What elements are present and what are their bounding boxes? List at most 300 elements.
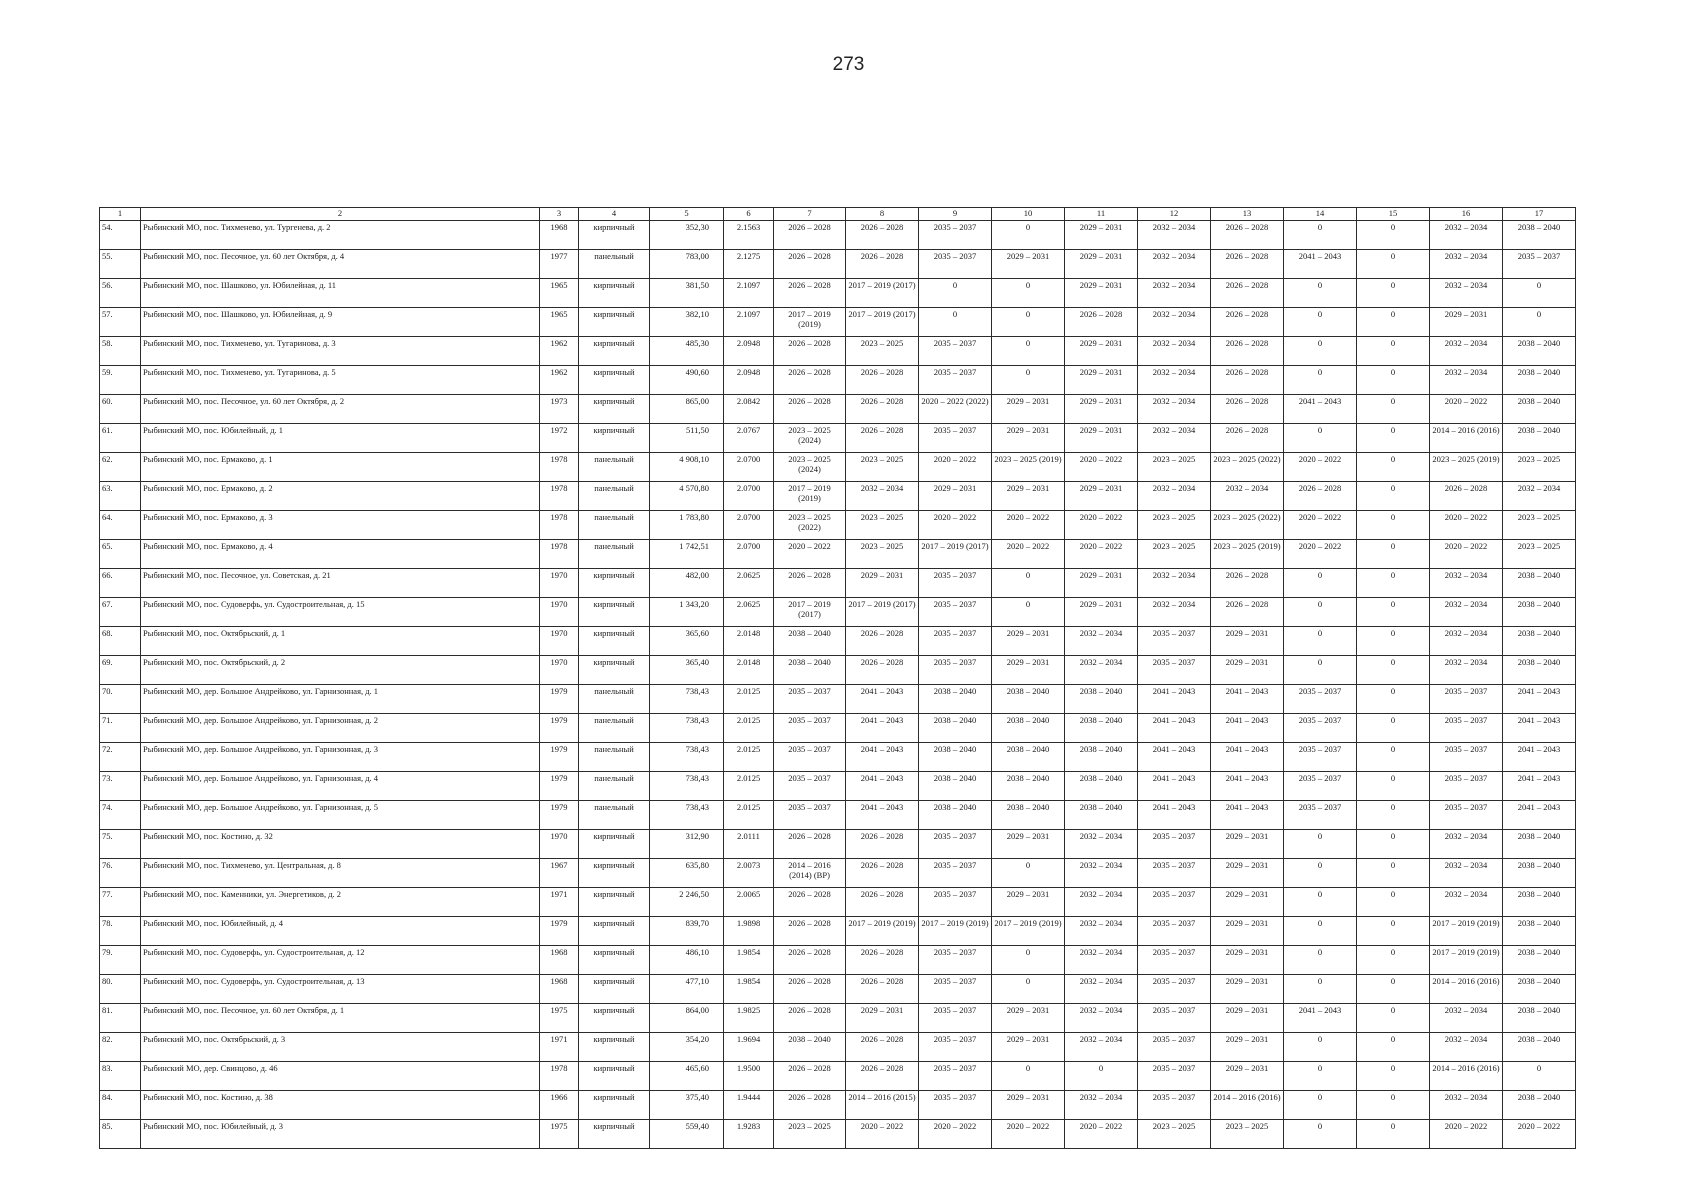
table-cell: 2038 – 2040 bbox=[1065, 743, 1138, 772]
table-cell: Рыбинский МО, дер. Свинцово, д. 46 bbox=[141, 1062, 540, 1091]
table-cell: 1968 bbox=[540, 946, 579, 975]
table-cell: 2023 – 2025 bbox=[846, 337, 919, 366]
table-cell: Рыбинский МО, пос. Шашково, ул. Юбилейная, д. 9 bbox=[141, 308, 540, 337]
table-cell: 56. bbox=[100, 279, 141, 308]
table-cell: Рыбинский МО, пос. Судоверфь, ул. Судостроительная, д. 15 bbox=[141, 598, 540, 627]
table-cell: 2029 – 2031 bbox=[1065, 221, 1138, 250]
column-number-cell: 8 bbox=[846, 208, 919, 221]
table-row bbox=[100, 569, 1576, 598]
table-cell: 2026 – 2028 bbox=[1211, 221, 1284, 250]
table-cell: 80. bbox=[100, 975, 141, 1004]
table-row bbox=[100, 250, 1576, 279]
table-cell: 2.0125 bbox=[724, 743, 774, 772]
table-cell: кирпичный bbox=[579, 1062, 650, 1091]
table-cell: 2029 – 2031 bbox=[1211, 1033, 1284, 1062]
table-cell: 1965 bbox=[540, 308, 579, 337]
table-cell: 2032 – 2034 bbox=[1138, 598, 1211, 627]
table-cell: 2032 – 2034 bbox=[1138, 279, 1211, 308]
table-cell: 0 bbox=[1284, 1091, 1357, 1120]
column-number-cell: 4 bbox=[579, 208, 650, 221]
table-cell: 75. bbox=[100, 830, 141, 859]
table-cell: 2035 – 2037 bbox=[1138, 888, 1211, 917]
table-cell: 2035 – 2037 bbox=[919, 888, 992, 917]
table-cell: 63. bbox=[100, 482, 141, 511]
table-cell: 738,43 bbox=[650, 685, 724, 714]
table-cell: 2035 – 2037 bbox=[1430, 743, 1503, 772]
table-row bbox=[100, 859, 1576, 888]
table-cell: 0 bbox=[1284, 946, 1357, 975]
table-cell: 365,60 bbox=[650, 627, 724, 656]
table-cell: 2038 – 2040 bbox=[992, 801, 1065, 830]
table-cell: 2026 – 2028 bbox=[1211, 337, 1284, 366]
table-cell: 0 bbox=[1503, 279, 1576, 308]
table-cell: 2041 – 2043 bbox=[1138, 685, 1211, 714]
table-row bbox=[100, 656, 1576, 685]
table-cell: 2041 – 2043 bbox=[1211, 772, 1284, 801]
table-cell: 2032 – 2034 bbox=[846, 482, 919, 511]
repair-schedule-table bbox=[99, 207, 1576, 1149]
table-cell: 2035 – 2037 bbox=[1138, 830, 1211, 859]
table-cell: 365,40 bbox=[650, 656, 724, 685]
table-cell: 2029 – 2031 bbox=[992, 656, 1065, 685]
table-cell: 738,43 bbox=[650, 801, 724, 830]
table-cell: 2026 – 2028 bbox=[774, 279, 846, 308]
table-cell: 2035 – 2037 bbox=[1284, 743, 1357, 772]
table-cell: панельный bbox=[579, 453, 650, 482]
table-cell: 0 bbox=[1284, 859, 1357, 888]
table-cell: 2023 – 2025 bbox=[846, 453, 919, 482]
column-number-cell: 2 bbox=[141, 208, 540, 221]
table-cell: 0 bbox=[1357, 859, 1430, 888]
table-row bbox=[100, 337, 1576, 366]
table-cell: 2020 – 2022 bbox=[919, 453, 992, 482]
table-cell: 2041 – 2043 bbox=[1284, 395, 1357, 424]
table-cell: 2017 – 2019 (2017) bbox=[774, 598, 846, 627]
table-cell: 58. bbox=[100, 337, 141, 366]
table-cell: 69. bbox=[100, 656, 141, 685]
table-cell: 2041 – 2043 bbox=[1503, 772, 1576, 801]
table-cell: Рыбинский МО, пос. Ермаково, д. 2 bbox=[141, 482, 540, 511]
table-row bbox=[100, 801, 1576, 830]
table-cell: 1978 bbox=[540, 1062, 579, 1091]
table-cell: 2020 – 2022 bbox=[919, 1120, 992, 1149]
table-cell: 2017 – 2019 (2017) bbox=[846, 308, 919, 337]
table-cell: 65. bbox=[100, 540, 141, 569]
table-cell: 2035 – 2037 bbox=[1138, 946, 1211, 975]
table-cell: 2035 – 2037 bbox=[774, 685, 846, 714]
table-cell: 2041 – 2043 bbox=[846, 685, 919, 714]
table-cell: 2032 – 2034 bbox=[1430, 627, 1503, 656]
table-cell: 2.1275 bbox=[724, 250, 774, 279]
table-cell: 2041 – 2043 bbox=[1211, 743, 1284, 772]
table-cell: 76. bbox=[100, 859, 141, 888]
table-cell: 2029 – 2031 bbox=[846, 569, 919, 598]
table-cell: 0 bbox=[1284, 1062, 1357, 1091]
table-cell: 2032 – 2034 bbox=[1430, 656, 1503, 685]
table-cell: 738,43 bbox=[650, 772, 724, 801]
table-cell: 2017 – 2019 (2019) bbox=[846, 917, 919, 946]
table-cell: 2038 – 2040 bbox=[774, 627, 846, 656]
table-cell: 2038 – 2040 bbox=[1503, 598, 1576, 627]
table-cell: Рыбинский МО, пос. Песочное, ул. 60 лет Октября, д. 4 bbox=[141, 250, 540, 279]
table-cell: 864,00 bbox=[650, 1004, 724, 1033]
table-cell: 0 bbox=[1357, 1033, 1430, 1062]
table-cell: 79. bbox=[100, 946, 141, 975]
table-cell: 0 bbox=[1284, 366, 1357, 395]
table-cell: 2035 – 2037 bbox=[1430, 801, 1503, 830]
table-cell: 312,90 bbox=[650, 830, 724, 859]
table-header-row bbox=[100, 208, 1576, 221]
table-cell: 2023 – 2025 bbox=[846, 540, 919, 569]
table-cell: 2029 – 2031 bbox=[1211, 888, 1284, 917]
table-cell: 1975 bbox=[540, 1120, 579, 1149]
table-cell: 2029 – 2031 bbox=[1211, 975, 1284, 1004]
table-cell: 1 783,80 bbox=[650, 511, 724, 540]
table-cell: 2041 – 2043 bbox=[846, 714, 919, 743]
table-cell: 2032 – 2034 bbox=[1430, 859, 1503, 888]
column-number-cell: 9 bbox=[919, 208, 992, 221]
table-cell: 2035 – 2037 bbox=[1284, 772, 1357, 801]
table-cell: 2038 – 2040 bbox=[1503, 221, 1576, 250]
table-cell: 2035 – 2037 bbox=[1138, 1004, 1211, 1033]
table-cell: 2032 – 2034 bbox=[1138, 308, 1211, 337]
table-row bbox=[100, 424, 1576, 453]
table-cell: 738,43 bbox=[650, 714, 724, 743]
table-cell: Рыбинский МО, пос. Тихменево, ул. Тугаринова, д. 5 bbox=[141, 366, 540, 395]
table-cell: 2026 – 2028 bbox=[846, 1033, 919, 1062]
table-row bbox=[100, 1004, 1576, 1033]
table-cell: 2035 – 2037 bbox=[1138, 1033, 1211, 1062]
table-cell: 2032 – 2034 bbox=[1065, 627, 1138, 656]
table-cell: Рыбинский МО, дер. Большое Андрейково, ул. Гарнизонная, д. 4 bbox=[141, 772, 540, 801]
table-cell: 1973 bbox=[540, 395, 579, 424]
table-cell: 2029 – 2031 bbox=[1211, 859, 1284, 888]
table-cell: 2035 – 2037 bbox=[919, 250, 992, 279]
table-cell: 2035 – 2037 bbox=[919, 569, 992, 598]
table-cell: 4 908,10 bbox=[650, 453, 724, 482]
table-cell: 0 bbox=[1503, 1062, 1576, 1091]
table-cell: Рыбинский МО, пос. Тихменево, ул. Тугаринова, д. 3 bbox=[141, 337, 540, 366]
table-cell: 84. bbox=[100, 1091, 141, 1120]
table-cell: 375,40 bbox=[650, 1091, 724, 1120]
table-cell: 2035 – 2037 bbox=[1138, 656, 1211, 685]
table-cell: 64. bbox=[100, 511, 141, 540]
table-cell: Рыбинский МО, пос. Песочное, ул. 60 лет Октября, д. 1 bbox=[141, 1004, 540, 1033]
table-cell: кирпичный bbox=[579, 279, 650, 308]
table-cell: 0 bbox=[1357, 946, 1430, 975]
table-cell: 2026 – 2028 bbox=[1430, 482, 1503, 511]
table-cell: 2.0111 bbox=[724, 830, 774, 859]
page-number: 273 bbox=[832, 54, 865, 75]
table-cell: 490,60 bbox=[650, 366, 724, 395]
table-cell: 0 bbox=[1357, 482, 1430, 511]
table-cell: 2038 – 2040 bbox=[919, 685, 992, 714]
table-cell: панельный bbox=[579, 482, 650, 511]
table-cell: 2035 – 2037 bbox=[919, 1062, 992, 1091]
table-cell: 2035 – 2037 bbox=[919, 975, 992, 1004]
table-cell: 2020 – 2022 bbox=[1430, 540, 1503, 569]
table-row bbox=[100, 395, 1576, 424]
table-cell: 2029 – 2031 bbox=[992, 1004, 1065, 1033]
table-cell: 77. bbox=[100, 888, 141, 917]
table-cell: 0 bbox=[1284, 1120, 1357, 1149]
table-cell: 2038 – 2040 bbox=[1503, 975, 1576, 1004]
table-cell: 2035 – 2037 bbox=[1284, 685, 1357, 714]
table-cell: 2032 – 2034 bbox=[1065, 830, 1138, 859]
table-cell: Рыбинский МО, пос. Юбилейный, д. 3 bbox=[141, 1120, 540, 1149]
table-cell: 2.0073 bbox=[724, 859, 774, 888]
table-cell: 477,10 bbox=[650, 975, 724, 1004]
table-row bbox=[100, 453, 1576, 482]
table-cell: 2032 – 2034 bbox=[1138, 221, 1211, 250]
table-row bbox=[100, 1120, 1576, 1149]
table-cell: 2023 – 2025 (2019) bbox=[1430, 453, 1503, 482]
table-cell: 0 bbox=[992, 946, 1065, 975]
table-cell: 2038 – 2040 bbox=[919, 714, 992, 743]
table-cell: 2029 – 2031 bbox=[992, 424, 1065, 453]
table-row bbox=[100, 540, 1576, 569]
table-cell: 0 bbox=[992, 308, 1065, 337]
table-cell: 0 bbox=[1357, 569, 1430, 598]
table-cell: 2026 – 2028 bbox=[774, 395, 846, 424]
table-cell: 2026 – 2028 bbox=[774, 888, 846, 917]
table-cell: Рыбинский МО, пос. Песочное, ул. Советская, д. 21 bbox=[141, 569, 540, 598]
table-cell: 2032 – 2034 bbox=[1430, 888, 1503, 917]
table-cell: 81. bbox=[100, 1004, 141, 1033]
table-cell: 2023 – 2025 (2019) bbox=[1211, 540, 1284, 569]
table-cell: 0 bbox=[1357, 627, 1430, 656]
table-cell: 2029 – 2031 bbox=[992, 482, 1065, 511]
column-number-cell: 6 bbox=[724, 208, 774, 221]
table-cell: 2032 – 2034 bbox=[1430, 337, 1503, 366]
table-cell: 2032 – 2034 bbox=[1065, 946, 1138, 975]
table-cell: 0 bbox=[992, 975, 1065, 1004]
table-cell: 2026 – 2028 bbox=[1211, 395, 1284, 424]
column-number-cell: 5 bbox=[650, 208, 724, 221]
table-cell: 1971 bbox=[540, 888, 579, 917]
table-cell: 2023 – 2025 bbox=[1138, 1120, 1211, 1149]
table-cell: 2023 – 2025 (2024) bbox=[774, 424, 846, 453]
table-cell: 2020 – 2022 bbox=[1065, 511, 1138, 540]
table-cell: 2023 – 2025 bbox=[1503, 540, 1576, 569]
table-cell: 2017 – 2019 (2017) bbox=[919, 540, 992, 569]
table-cell: 2029 – 2031 bbox=[992, 888, 1065, 917]
table-cell: 2032 – 2034 bbox=[1065, 888, 1138, 917]
table-cell: 2035 – 2037 bbox=[919, 627, 992, 656]
table-cell: кирпичный bbox=[579, 946, 650, 975]
table-cell: 2038 – 2040 bbox=[1065, 714, 1138, 743]
table-cell: 2038 – 2040 bbox=[1503, 1091, 1576, 1120]
table-cell: Рыбинский МО, пос. Судоверфь, ул. Судостроительная, д. 12 bbox=[141, 946, 540, 975]
table-cell: 2035 – 2037 bbox=[919, 656, 992, 685]
table-cell: 2041 – 2043 bbox=[1138, 714, 1211, 743]
table-cell: 1978 bbox=[540, 453, 579, 482]
table-cell: 2029 – 2031 bbox=[1065, 482, 1138, 511]
table-cell: кирпичный bbox=[579, 627, 650, 656]
table-cell: 2035 – 2037 bbox=[774, 772, 846, 801]
table-cell: 2026 – 2028 bbox=[1284, 482, 1357, 511]
table-cell: 2029 – 2031 bbox=[1065, 424, 1138, 453]
table-cell: 2032 – 2034 bbox=[1430, 221, 1503, 250]
table-cell: 2038 – 2040 bbox=[992, 772, 1065, 801]
table-cell: 2038 – 2040 bbox=[1503, 366, 1576, 395]
table-cell: 2.0125 bbox=[724, 801, 774, 830]
table-cell: 2038 – 2040 bbox=[1503, 424, 1576, 453]
table-cell: 1.9283 bbox=[724, 1120, 774, 1149]
table-cell: 2035 – 2037 bbox=[1138, 859, 1211, 888]
table-cell: кирпичный bbox=[579, 337, 650, 366]
table-cell: 1 343,20 bbox=[650, 598, 724, 627]
table-cell: 2026 – 2028 bbox=[1211, 366, 1284, 395]
table-cell: 2038 – 2040 bbox=[919, 743, 992, 772]
table-cell: 2041 – 2043 bbox=[1503, 801, 1576, 830]
table-cell: 2014 – 2016 (2016) bbox=[1430, 1062, 1503, 1091]
table-cell: 2032 – 2034 bbox=[1065, 859, 1138, 888]
table-cell: 2023 – 2025 bbox=[1138, 453, 1211, 482]
table-cell: 2038 – 2040 bbox=[1503, 337, 1576, 366]
table-cell: 0 bbox=[1357, 714, 1430, 743]
table-cell: 2041 – 2043 bbox=[1138, 772, 1211, 801]
table-cell: 2.1097 bbox=[724, 308, 774, 337]
table-cell: 2029 – 2031 bbox=[1211, 917, 1284, 946]
table-cell: 0 bbox=[1357, 1120, 1430, 1149]
table-cell: 2029 – 2031 bbox=[1211, 656, 1284, 685]
table-cell: 2032 – 2034 bbox=[1138, 366, 1211, 395]
table-cell: 0 bbox=[1357, 366, 1430, 395]
table-cell: Рыбинский МО, пос. Октябрьский, д. 1 bbox=[141, 627, 540, 656]
table-cell: 1965 bbox=[540, 279, 579, 308]
table-cell: 2029 – 2031 bbox=[992, 1033, 1065, 1062]
table-cell: Рыбинский МО, пос. Ермаково, д. 4 bbox=[141, 540, 540, 569]
table-cell: 60. bbox=[100, 395, 141, 424]
table-cell: 2035 – 2037 bbox=[919, 221, 992, 250]
table-cell: 2029 – 2031 bbox=[992, 1091, 1065, 1120]
table-cell: 55. bbox=[100, 250, 141, 279]
table-cell: 1978 bbox=[540, 511, 579, 540]
table-cell: 2035 – 2037 bbox=[1430, 685, 1503, 714]
table-cell: 0 bbox=[1284, 1033, 1357, 1062]
table-cell: 2032 – 2034 bbox=[1430, 1004, 1503, 1033]
table-cell: 2029 – 2031 bbox=[1065, 250, 1138, 279]
table-row bbox=[100, 627, 1576, 656]
table-cell: 2.0767 bbox=[724, 424, 774, 453]
table-cell: 1.9825 bbox=[724, 1004, 774, 1033]
table-cell: 2023 – 2025 bbox=[1138, 540, 1211, 569]
table-cell: 2026 – 2028 bbox=[774, 366, 846, 395]
table-cell: 1.9854 bbox=[724, 975, 774, 1004]
table-cell: 2029 – 2031 bbox=[1065, 366, 1138, 395]
table-cell: 2035 – 2037 bbox=[1503, 250, 1576, 279]
table-cell: 74. bbox=[100, 801, 141, 830]
table-cell: 511,50 bbox=[650, 424, 724, 453]
table-cell: 1978 bbox=[540, 540, 579, 569]
table-cell: 2.0625 bbox=[724, 569, 774, 598]
table-cell: Рыбинский МО, дер. Большое Андрейково, ул. Гарнизонная, д. 3 bbox=[141, 743, 540, 772]
table-cell: 2026 – 2028 bbox=[774, 569, 846, 598]
table-cell: панельный bbox=[579, 743, 650, 772]
table-cell: 2014 – 2016 (2016) bbox=[1211, 1091, 1284, 1120]
table-cell: 0 bbox=[1284, 627, 1357, 656]
table-row bbox=[100, 917, 1576, 946]
table-cell: 0 bbox=[1284, 888, 1357, 917]
column-number-cell: 14 bbox=[1284, 208, 1357, 221]
table-cell: кирпичный bbox=[579, 859, 650, 888]
table-cell: 0 bbox=[1503, 308, 1576, 337]
table-cell: 72. bbox=[100, 743, 141, 772]
table-cell: 354,20 bbox=[650, 1033, 724, 1062]
table-cell: 1979 bbox=[540, 743, 579, 772]
column-number-cell: 1 bbox=[100, 208, 141, 221]
table-cell: 2035 – 2037 bbox=[1138, 627, 1211, 656]
table-cell: 2023 – 2025 (2024) bbox=[774, 453, 846, 482]
table-cell: 0 bbox=[1357, 975, 1430, 1004]
table-cell: 57. bbox=[100, 308, 141, 337]
table-cell: 2038 – 2040 bbox=[992, 743, 1065, 772]
table-cell: 2032 – 2034 bbox=[1430, 598, 1503, 627]
table-row bbox=[100, 511, 1576, 540]
table-cell: 2029 – 2031 bbox=[1065, 279, 1138, 308]
table-cell: 2032 – 2034 bbox=[1430, 830, 1503, 859]
table-cell: 2041 – 2043 bbox=[1138, 801, 1211, 830]
table-cell: кирпичный bbox=[579, 221, 650, 250]
table-cell: 0 bbox=[1357, 656, 1430, 685]
table-cell: 2032 – 2034 bbox=[1430, 1033, 1503, 1062]
table-row bbox=[100, 743, 1576, 772]
table-cell: 2020 – 2022 bbox=[1065, 453, 1138, 482]
table-cell: 0 bbox=[1284, 830, 1357, 859]
table-cell: 2020 – 2022 bbox=[919, 511, 992, 540]
table-cell: 2020 – 2022 bbox=[774, 540, 846, 569]
table-cell: 2032 – 2034 bbox=[1065, 975, 1138, 1004]
table-cell: 2.1563 bbox=[724, 221, 774, 250]
table-cell: 1970 bbox=[540, 830, 579, 859]
table-cell: 2026 – 2028 bbox=[774, 975, 846, 1004]
table-cell: 2038 – 2040 bbox=[1503, 859, 1576, 888]
table-row bbox=[100, 366, 1576, 395]
table-cell: 2032 – 2034 bbox=[1138, 395, 1211, 424]
table-cell: 382,10 bbox=[650, 308, 724, 337]
table-cell: 2023 – 2025 (2022) bbox=[1211, 453, 1284, 482]
table-cell: 0 bbox=[1357, 511, 1430, 540]
table-cell: 2041 – 2043 bbox=[846, 743, 919, 772]
table-cell: 0 bbox=[992, 221, 1065, 250]
table-cell: 0 bbox=[1357, 279, 1430, 308]
table-cell: 2026 – 2028 bbox=[1211, 598, 1284, 627]
table-cell: Рыбинский МО, пос. Юбилейный, д. 4 bbox=[141, 917, 540, 946]
table-cell: 2026 – 2028 bbox=[846, 975, 919, 1004]
table-cell: 2026 – 2028 bbox=[1211, 424, 1284, 453]
table-cell: 2 246,50 bbox=[650, 888, 724, 917]
table-cell: 0 bbox=[992, 337, 1065, 366]
table-cell: 2035 – 2037 bbox=[774, 743, 846, 772]
table-cell: панельный bbox=[579, 540, 650, 569]
table-cell: Рыбинский МО, пос. Костино, д. 32 bbox=[141, 830, 540, 859]
table-cell: 1966 bbox=[540, 1091, 579, 1120]
table-cell: 2041 – 2043 bbox=[1211, 714, 1284, 743]
table-cell: 2026 – 2028 bbox=[774, 946, 846, 975]
table-cell: 2026 – 2028 bbox=[1211, 279, 1284, 308]
table-cell: 0 bbox=[1284, 598, 1357, 627]
table-cell: 2.0948 bbox=[724, 337, 774, 366]
table-row bbox=[100, 888, 1576, 917]
table-cell: 2.0700 bbox=[724, 540, 774, 569]
table-cell: 0 bbox=[992, 366, 1065, 395]
table-cell: 1979 bbox=[540, 917, 579, 946]
table-cell: 486,10 bbox=[650, 946, 724, 975]
table-cell: Рыбинский МО, пос. Тихменево, ул. Тургенева, д. 2 bbox=[141, 221, 540, 250]
table-cell: панельный bbox=[579, 685, 650, 714]
table-row bbox=[100, 308, 1576, 337]
